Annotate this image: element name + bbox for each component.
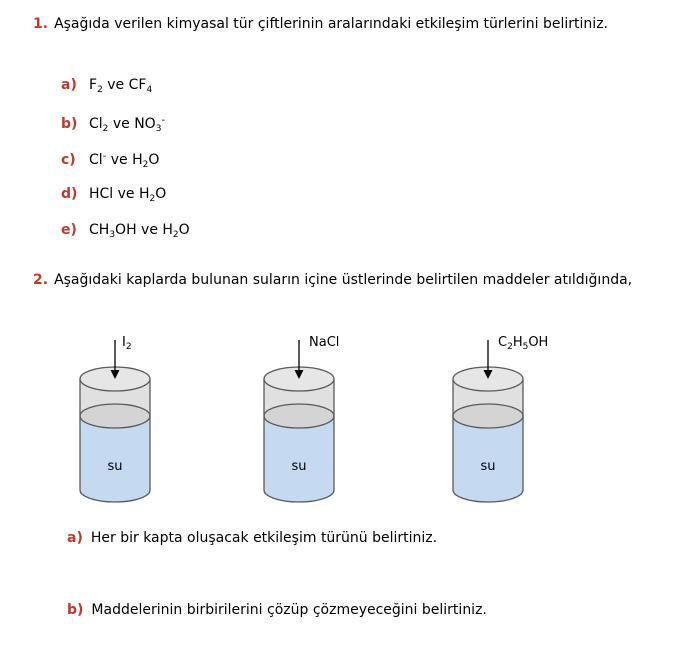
option-d (61, 184, 166, 209)
formula-subscript: 3 (109, 230, 116, 240)
formula-text: Cl (89, 152, 103, 168)
cylinder-drawing (78, 332, 198, 507)
option-letter: e) (61, 222, 77, 238)
formula-subscript: 4 (146, 85, 153, 95)
option-formula (89, 186, 166, 202)
question-1 (33, 14, 638, 35)
water-label: su (291, 459, 307, 474)
option-letter: a) (61, 77, 77, 93)
formula-text: I (122, 335, 126, 350)
option-formula (89, 222, 190, 238)
formula-text: HCl ve H (89, 186, 150, 202)
formula-text: NaCl (309, 335, 340, 350)
subquestion-letter: b) (67, 602, 84, 618)
formula-subscript: 2 (172, 230, 179, 240)
water-label: su (107, 459, 123, 474)
question-2 (33, 270, 644, 291)
formula-subscript: 3 (155, 124, 162, 134)
cylinder-drawing (451, 332, 571, 507)
formula-text: Cl (89, 116, 103, 132)
question-1-prompt: Aşağıda verilen kimyasal tür çiftlerinin aralarındaki etkileşim türlerini belirtiniz. (54, 16, 608, 32)
formula-subscript: 2 (507, 342, 513, 352)
formula-text: O (155, 186, 167, 202)
formula-text: O (178, 222, 190, 238)
formula-subscript: 2 (102, 124, 109, 134)
formula-text: O (148, 152, 160, 168)
subquestion-letter: a) (67, 530, 83, 546)
formula-subscript: 5 (522, 342, 529, 352)
formula-text: C (498, 335, 508, 350)
formula-text: ve CF (102, 77, 147, 93)
option-formula (89, 152, 159, 168)
formula-text: CH (89, 222, 110, 238)
question-2-prompt: Aşağıdaki kaplarda bulunan suların içine üstlerinde belirtilen maddeler atıldığında, (54, 272, 633, 288)
water-label: su (480, 459, 496, 474)
beaker-1 (78, 332, 198, 507)
option-c (61, 147, 159, 175)
option-a (61, 75, 152, 100)
formula-supscript: - (161, 115, 166, 126)
option-e (61, 220, 190, 245)
subquestion-text: Her bir kapta oluşacak etkileşim türünü belirtiniz. (90, 530, 438, 546)
option-formula (89, 77, 152, 93)
cylinder-drawing (262, 332, 382, 507)
option-b (61, 111, 165, 139)
option-letter: d) (61, 186, 78, 202)
subquestion-a (67, 528, 437, 548)
option-letter: c) (61, 152, 76, 168)
question-1-number: 1. (33, 16, 49, 32)
formula-supscript: - (102, 151, 107, 162)
option-letter: b) (61, 116, 78, 132)
formula-text: ve NO (108, 116, 156, 132)
beaker-3 (451, 332, 571, 507)
formula-subscript: 2 (97, 85, 103, 95)
formula-text: ve H (106, 152, 143, 168)
formula-subscript: 2 (142, 160, 149, 170)
formula-text: OH (528, 335, 549, 350)
formula-subscript: 2 (149, 194, 156, 204)
beaker-2 (262, 332, 382, 507)
formula-text: H (512, 335, 523, 350)
option-formula (89, 116, 165, 132)
question-2-text (33, 270, 644, 291)
formula-text: F (89, 77, 98, 93)
question-2-number: 2. (33, 272, 49, 288)
formula-text: OH ve H (115, 222, 173, 238)
question-1-text (33, 14, 638, 35)
subquestion-text: Maddelerinin birbirilerini çözüp çözmeyeceğini belirtiniz. (91, 602, 487, 618)
formula-subscript: 2 (125, 342, 132, 352)
subquestion-b (67, 600, 487, 620)
